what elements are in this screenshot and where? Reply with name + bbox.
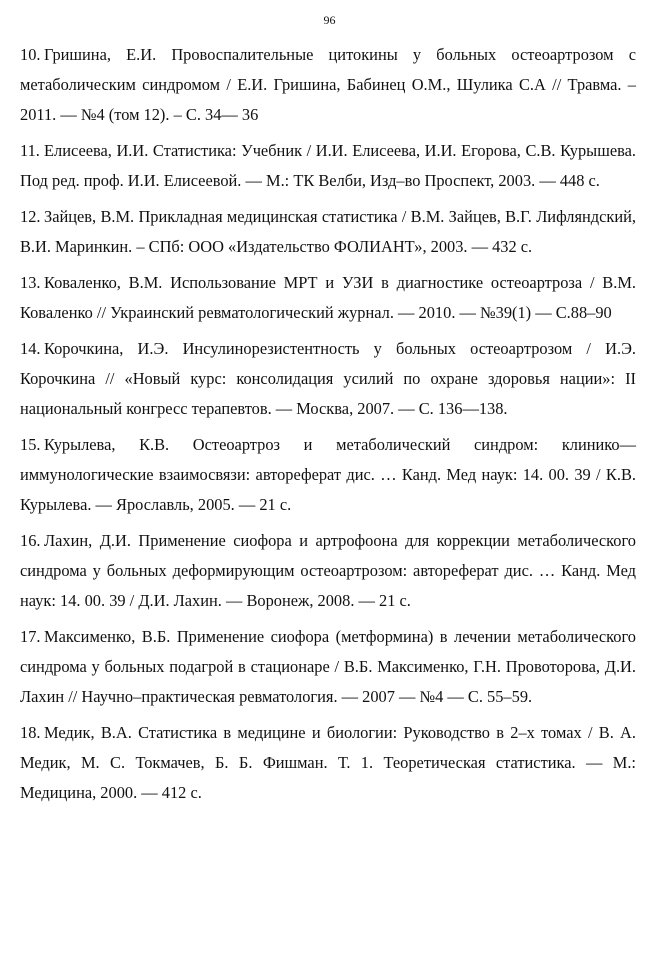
reference-number: 15. [20,435,41,454]
reference-text: Коваленко, В.М. Использование МРТ и УЗИ в диагностике остеоартроза / В.М. Коваленко // Украинский ревматологический журнал. — 2010. — №39(1) — С.88–90 [20,273,636,322]
reference-item [20,202,636,262]
reference-list [20,40,636,814]
reference-text: Гришина, Е.И. Провоспалительные цитокины у больных остеоартрозом с метаболическим синдромом / Е.И. Гришина, Бабинец О.М., Шулика С.А // Травма. – 2011. — №4 (том 12). – С. 34— 36 [20,45,636,124]
reference-item [20,334,636,424]
reference-text: Лахин, Д.И. Применение сиофора и артрофоона для коррекции метаболического синдрома у больных деформирующим остеоартрозом: автореферат дис. … Канд. Мед наук: 14. 00. 39 / Д.И. Лахин. –– Воронеж, 2008. — 21 с. [20,531,636,610]
reference-number: 18. [20,723,41,742]
reference-item [20,526,636,616]
reference-item [20,268,636,328]
reference-item [20,40,636,130]
reference-text: Курылева, К.В. Остеоартроз и метаболический синдром: клинико— иммунологические взаимосвязи: автореферат дис. … Канд. Мед наук: 14. 00. 39 / К.В. Курылева. — Ярославль, 2005. — 21 с. [20,435,636,514]
reference-text: Медик, В.А. Статистика в медицине и биологии: Руководство в 2–х томах / В. А. Медик, М. С. Токмачев, Б. Б. Фишман. Т. 1. Теоретическая статистика. — М.: Медицина, 2000. — 412 с. [20,723,636,802]
reference-text: Зайцев, В.М. Прикладная медицинская статистика / В.М. Зайцев, В.Г. Лифляндский, В.И. Маринкин. – СПб: ООО «Издательство ФОЛИАНТ», 2003. — 432 с. [20,207,636,256]
reference-number: 17. [20,627,41,646]
reference-item [20,622,636,712]
reference-number: 12. [20,207,41,226]
reference-number: 10. [20,45,41,64]
reference-text: Елисеева, И.И. Статистика: Учебник / И.И. Елисеева, И.И. Егорова, С.В. Курышева. Под ред. проф. И.И. Елисеевой. — М.: ТК Велби, Изд–во Проспект, 2003. — 448 с. [20,141,636,190]
reference-number: 14. [20,339,41,358]
reference-number: 11. [20,141,40,160]
reference-item [20,430,636,520]
reference-number: 16. [20,531,41,550]
reference-item [20,136,636,196]
reference-item [20,718,636,808]
page-number: 96 [323,13,336,27]
reference-text: Корочкина, И.Э. Инсулинорезистентность у больных остеоартрозом / И.Э. Корочкина // «Новый курс: консолидация усилий по охране здоровья нации»: II национальный конгресс терапевтов. — Москва, 2007. — С. 136—138. [20,339,636,418]
reference-text: Максименко, В.Б. Применение сиофора (метформина) в лечении метаболического синдрома у больных подагрой в стационаре / В.Б. Максименко, Г.Н. Провоторова, Д.И. Лахин // Научно–практическая ревматология. — 2007 — №4 — С. 55–59. [20,627,636,706]
reference-number: 13. [20,273,41,292]
